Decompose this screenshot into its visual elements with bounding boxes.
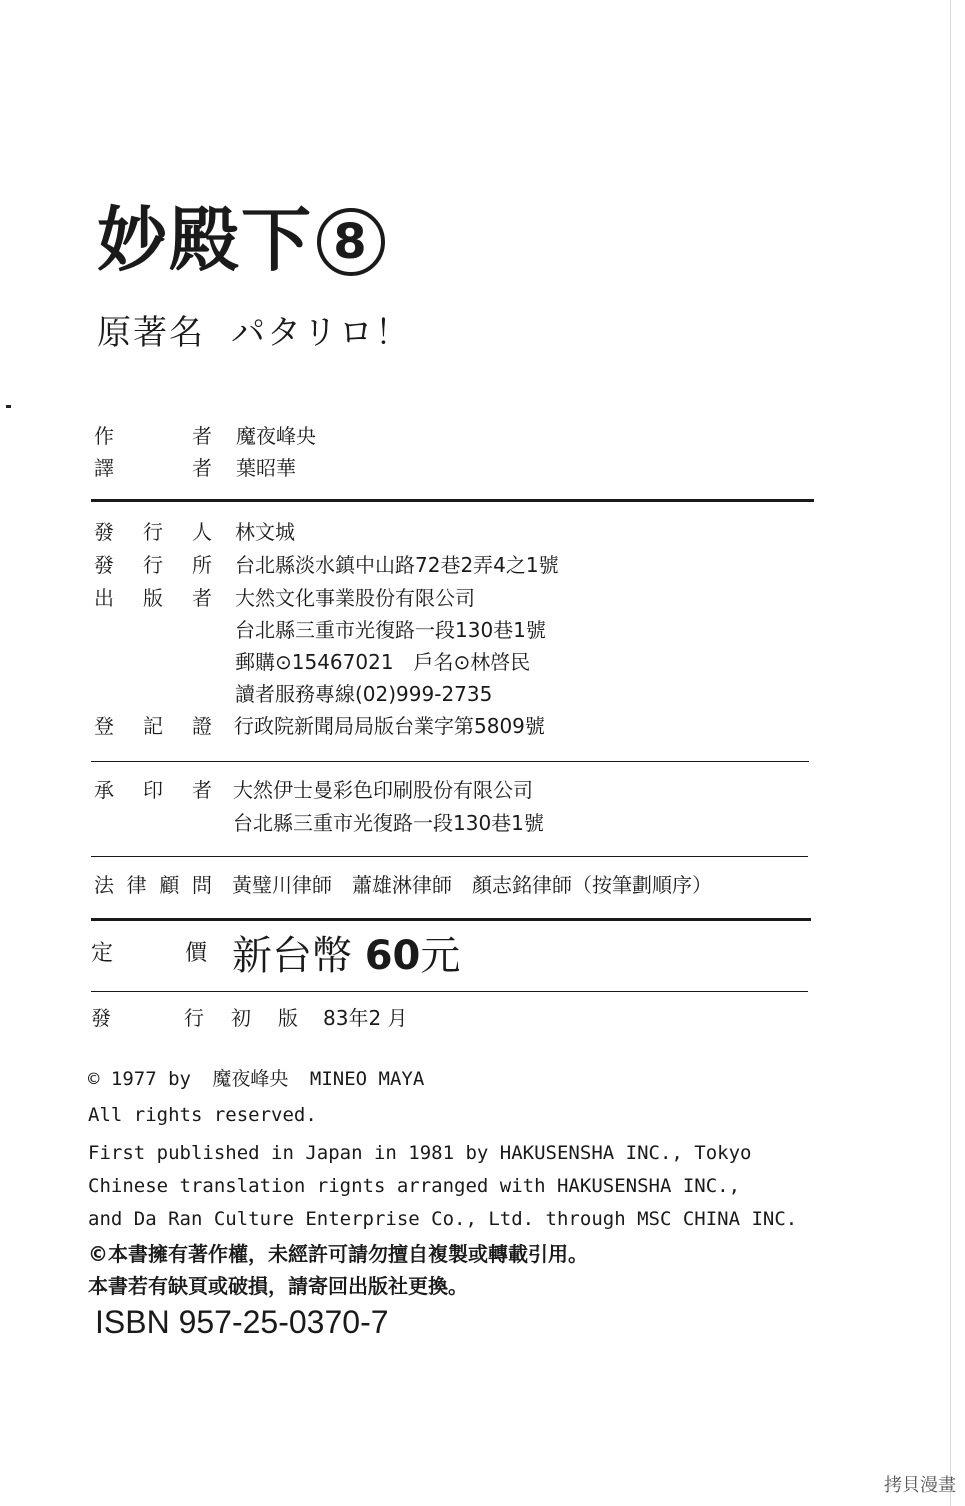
watermark: 拷貝漫畫 bbox=[884, 1475, 956, 1496]
isbn: ISBN 957-25-0370-7 bbox=[95, 1304, 389, 1340]
legal-label: 法 律 顧 問 bbox=[94, 873, 212, 897]
publisher-person-label: 發 行 人 bbox=[94, 520, 212, 544]
publisher-address: 台北縣三重市光復路一段130巷1號 bbox=[235, 618, 546, 642]
defect-notice: 本書若有缺頁或破損，請寄回出版社更換。 bbox=[88, 1274, 468, 1298]
original-title-label: 原著名 bbox=[97, 313, 205, 353]
printer-address: 台北縣三重市光復路一段130巷1號 bbox=[233, 811, 544, 835]
copyright-line bbox=[88, 1065, 424, 1093]
publisher-office-value: 台北縣淡水鎮中山路72巷2弄4之1號 bbox=[235, 553, 559, 577]
copyright-author: 魔夜峰央 bbox=[212, 1068, 289, 1090]
edition-value: 83年2 月 bbox=[323, 1006, 408, 1030]
price-label: 定 價 bbox=[91, 941, 207, 966]
divider-thin-3 bbox=[91, 991, 808, 992]
translator-value: 葉昭華 bbox=[236, 456, 296, 480]
legal-value: 黃璧川律師 蕭雄淋律師 顏志銘律師（按筆劃順序） bbox=[232, 873, 712, 897]
volume-number: 8 bbox=[317, 208, 385, 276]
price-unit: 元 bbox=[420, 933, 461, 979]
publisher-person-value: 林文城 bbox=[235, 520, 295, 544]
copyright-author-roman: MINEO MAYA bbox=[309, 1068, 425, 1090]
registration-value: 行政院新聞局局版台業字第5809號 bbox=[234, 714, 545, 738]
price-amount: 60 bbox=[364, 933, 421, 979]
price-currency: 新台幣 bbox=[232, 933, 352, 979]
page-edge bbox=[950, 0, 951, 1506]
copyright-notice: ©本書擁有著作權，未經許可請勿擅自複製或轉載引用。 bbox=[88, 1242, 588, 1266]
book-title bbox=[97, 200, 385, 280]
first-published: First published in Japan in 1981 by HAKUSENSHA INC., Tokyo bbox=[88, 1142, 752, 1164]
speck-mark bbox=[6, 405, 11, 408]
translation-rights: Chinese translation rignts arranged with HAKUSENSHA INC., bbox=[88, 1175, 741, 1197]
book-title-main: 妙殿下 bbox=[97, 199, 313, 281]
translator-label: 譯 者 bbox=[94, 456, 212, 480]
original-title bbox=[97, 312, 411, 354]
publisher-label: 出 版 者 bbox=[94, 586, 212, 610]
printer-label: 承 印 者 bbox=[94, 778, 212, 802]
rights-reserved: All rights reserved. bbox=[88, 1104, 317, 1126]
author-value: 魔夜峰央 bbox=[236, 424, 316, 448]
copyright-prefix: © 1977 by bbox=[88, 1068, 191, 1090]
divider-thin-1 bbox=[91, 761, 809, 762]
divider-thick-1 bbox=[91, 499, 814, 502]
translation-agent: and Da Ran Culture Enterprise Co., Ltd. through MSC CHINA INC. bbox=[88, 1208, 798, 1230]
divider-thick-2 bbox=[91, 918, 811, 921]
publisher-name: 大然文化事業股份有限公司 bbox=[235, 586, 475, 610]
price-value bbox=[232, 929, 460, 983]
divider-thin-2 bbox=[91, 856, 808, 857]
original-title-value: パタリロ！ bbox=[231, 313, 411, 353]
author-label: 作 者 bbox=[94, 424, 212, 448]
printer-name: 大然伊士曼彩色印刷股份有限公司 bbox=[233, 778, 533, 802]
publisher-office-label: 發 行 所 bbox=[94, 553, 212, 577]
publisher-mail-order: 郵購⊙15467021 戶名⊙林啓民 bbox=[235, 650, 531, 674]
registration-label: 登 記 證 bbox=[94, 714, 212, 738]
publisher-service-line: 讀者服務專線(02)999-2735 bbox=[235, 682, 493, 706]
